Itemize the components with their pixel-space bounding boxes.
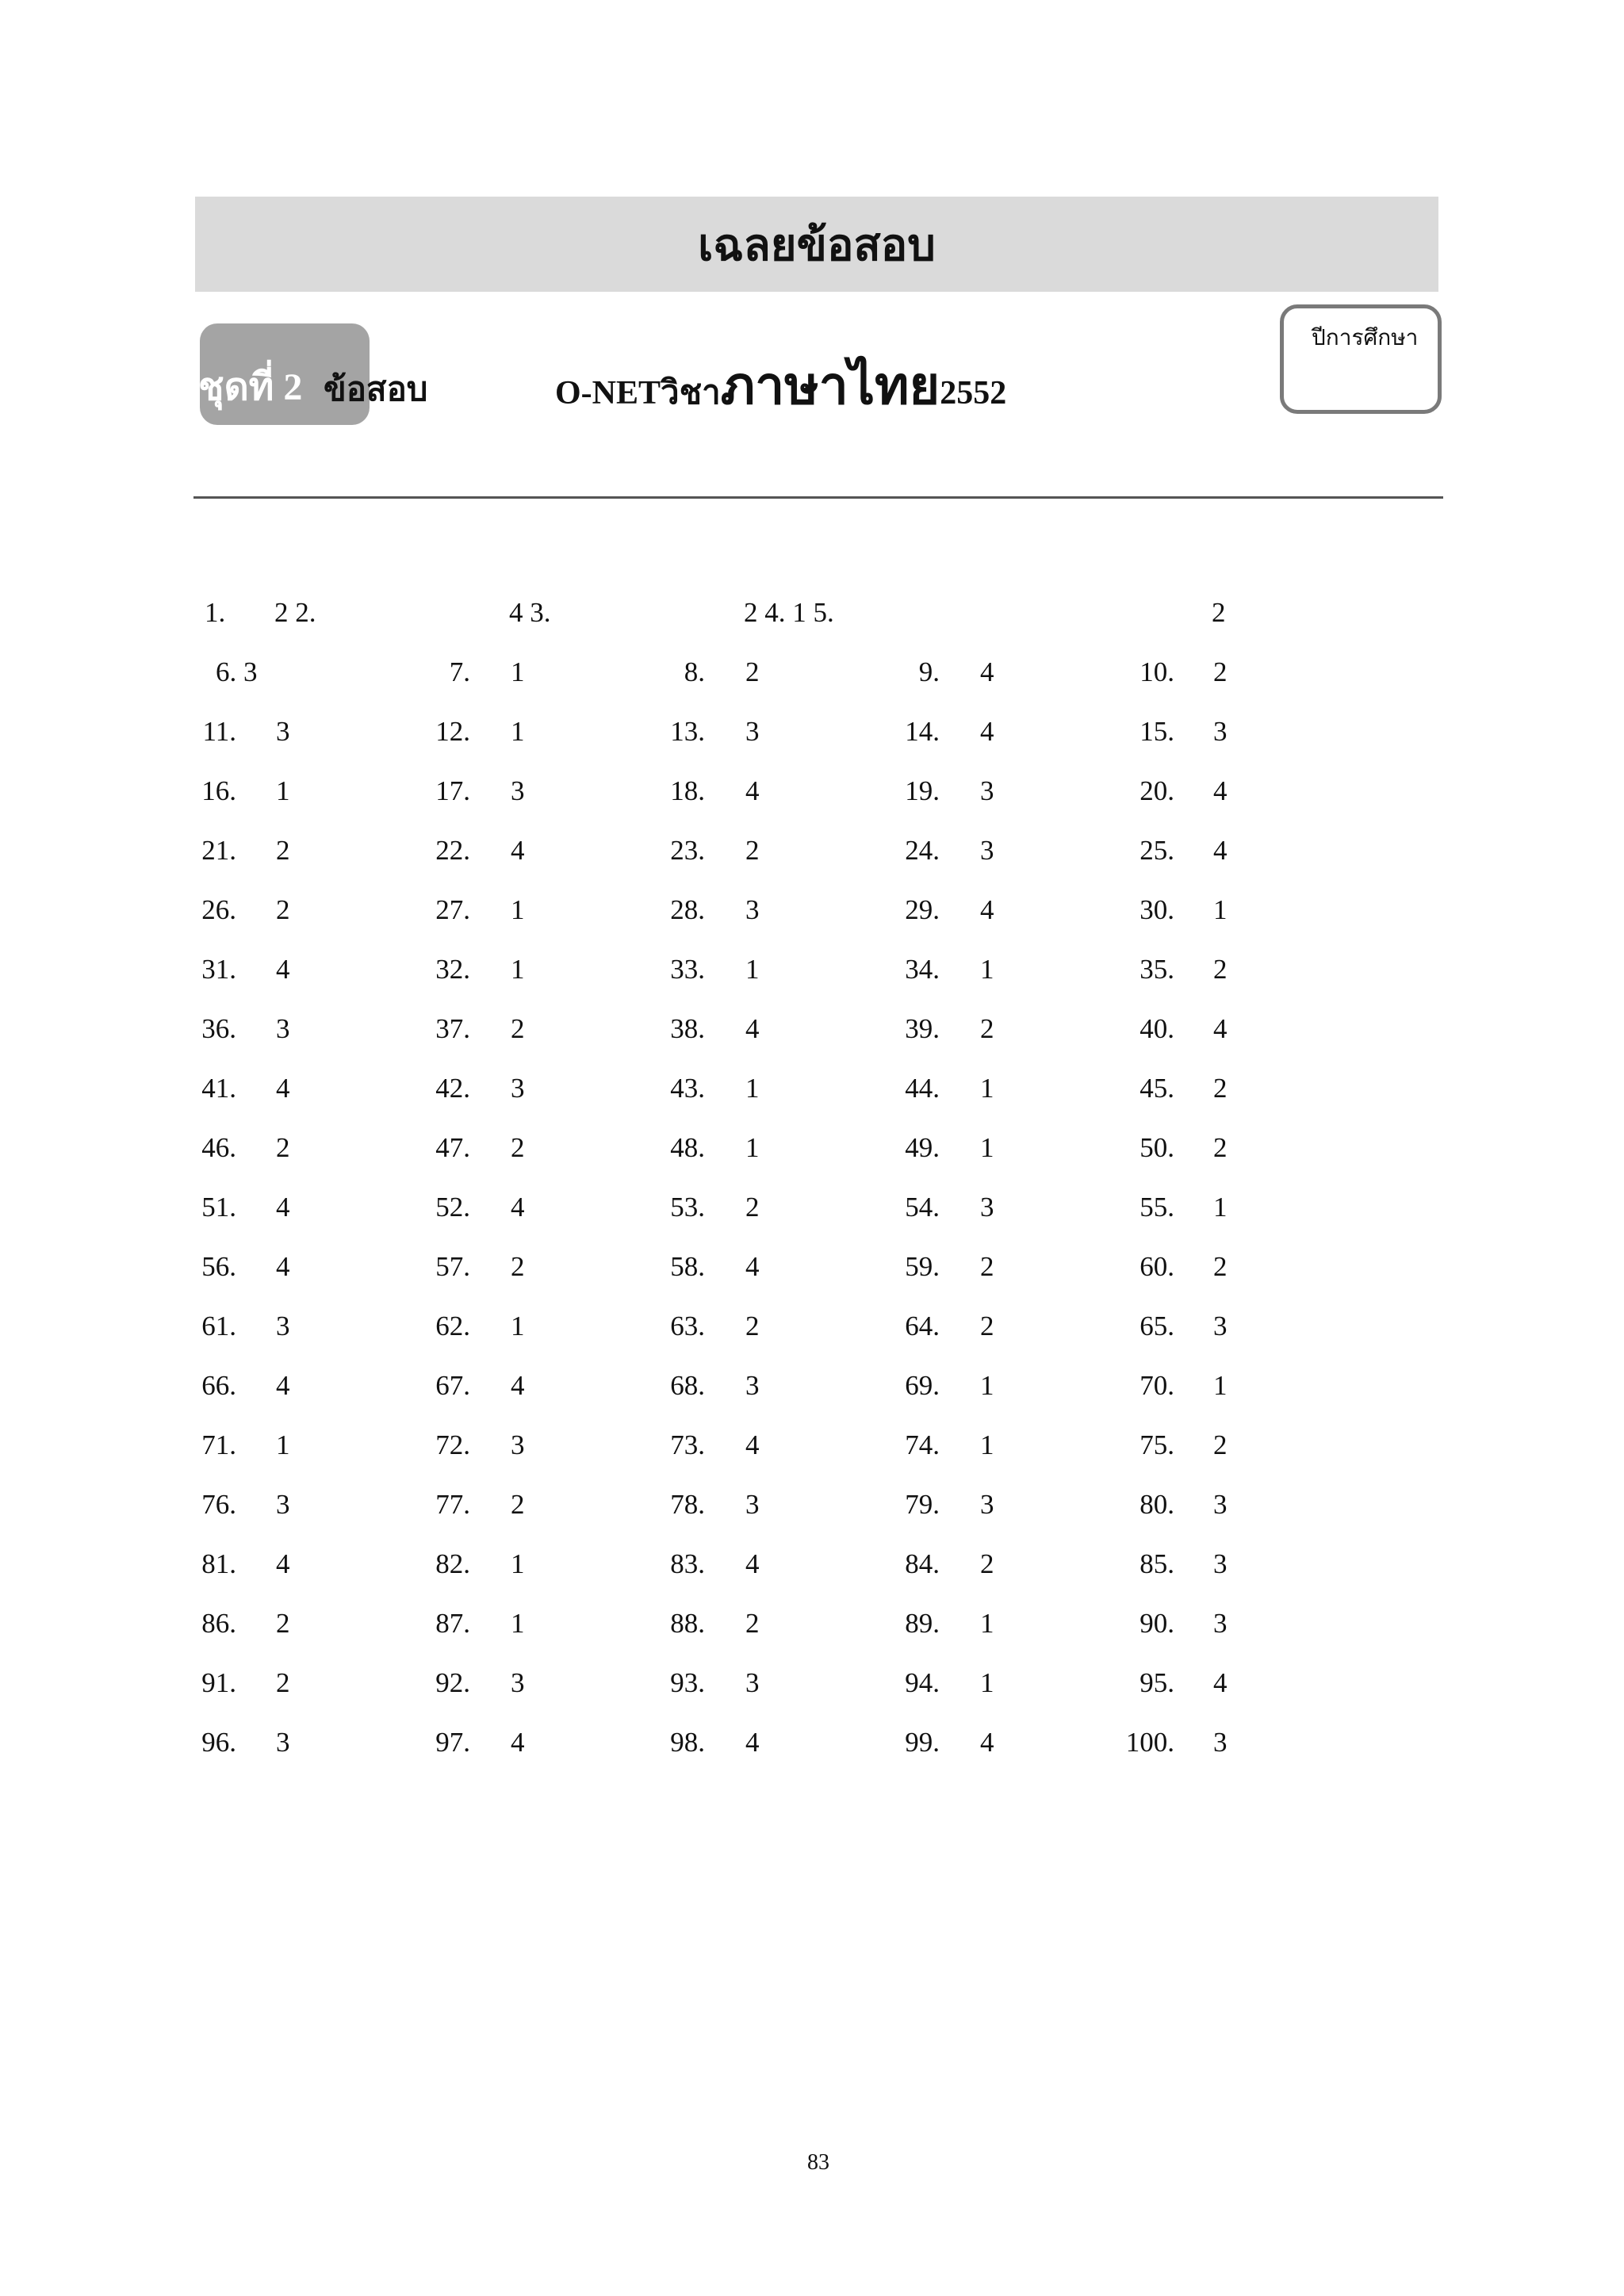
question-number: 88.: [670, 1608, 705, 1639]
question-number: 47.: [435, 1132, 470, 1163]
answer-value: 3: [745, 1489, 760, 1520]
answer-value: 3: [1213, 1608, 1228, 1639]
answer-value: 1: [980, 1429, 994, 1460]
question-number: 79.: [905, 1489, 940, 1520]
question-number: 51.: [201, 1192, 236, 1223]
question-number: 64.: [905, 1311, 940, 1341]
answer-value: 1: [511, 1311, 525, 1341]
question-number: 89.: [905, 1608, 940, 1639]
answer-value: 3: [1213, 1548, 1228, 1579]
answer-value: 1: [511, 1548, 525, 1579]
question-number: 100.: [1125, 1727, 1174, 1758]
answer-value: 4: [1213, 1013, 1228, 1044]
answer-value: 1: [980, 1132, 994, 1163]
question-number: 11.: [202, 716, 236, 747]
row1-text-5: 2: [1212, 597, 1226, 628]
answer-value: 2: [511, 1489, 525, 1520]
answer-value: 1: [745, 954, 760, 985]
answer-value: 4: [511, 1727, 525, 1758]
question-number: 58.: [670, 1251, 705, 1282]
question-number: 17.: [435, 775, 470, 806]
answer-value: 1: [276, 775, 290, 806]
question-number: 86.: [201, 1608, 236, 1639]
set-label: ชุดที่ 2: [198, 366, 303, 408]
answer-value: 3: [511, 1073, 525, 1104]
answer-value: 3: [1213, 1311, 1228, 1341]
question-number: 99.: [905, 1727, 940, 1758]
answer-value: 4: [980, 716, 994, 747]
question-number: 29.: [905, 894, 940, 925]
question-number: 14.: [905, 716, 940, 747]
question-number: 66.: [201, 1370, 236, 1401]
answer-value: 3: [276, 1311, 290, 1341]
exam-title-year: 2552: [940, 375, 1007, 411]
question-number: 49.: [905, 1132, 940, 1163]
answer-value: 4: [745, 1251, 760, 1282]
question-number: 62.: [435, 1311, 470, 1341]
question-number: 27.: [435, 894, 470, 925]
answer-value: 1: [511, 1608, 525, 1639]
answer-value: 1: [980, 1608, 994, 1639]
answer-value: 2: [511, 1132, 525, 1163]
answer-value: 1: [980, 1073, 994, 1104]
answer-value: 4: [276, 954, 290, 985]
answer-value: 4: [745, 775, 760, 806]
answer-value: 3: [276, 716, 290, 747]
answer-value: 1: [1213, 1192, 1228, 1223]
question-number: 16.: [201, 775, 236, 806]
answer-value: 1: [511, 656, 525, 687]
answer-value: 4: [276, 1251, 290, 1282]
question-number: 56.: [201, 1251, 236, 1282]
question-number: 12.: [435, 716, 470, 747]
row1-text-2: 2 2.: [274, 597, 316, 628]
answer-value: 1: [745, 1073, 760, 1104]
answer-value: 3: [1213, 716, 1228, 747]
answer-value: 2: [980, 1548, 994, 1579]
exam-title-subject: ภาษาไทย: [720, 358, 940, 415]
question-number: 52.: [435, 1192, 470, 1223]
answer-value: 2: [511, 1013, 525, 1044]
answer-value: 4: [276, 1370, 290, 1401]
question-number: 74.: [905, 1429, 940, 1460]
answer-value: 3: [980, 775, 994, 806]
question-number: 35.: [1139, 954, 1174, 985]
question-number: 77.: [435, 1489, 470, 1520]
question-number: 83.: [670, 1548, 705, 1579]
question-number: 22.: [435, 835, 470, 866]
question-number: 96.: [201, 1727, 236, 1758]
answer-value: 2: [980, 1311, 994, 1341]
question-number: 44.: [905, 1073, 940, 1104]
question-number: 73.: [670, 1429, 705, 1460]
question-number: 21.: [201, 835, 236, 866]
question-number: 38.: [670, 1013, 705, 1044]
question-number: 93.: [670, 1667, 705, 1698]
answer-value: 2: [276, 1132, 290, 1163]
question-number: 81.: [201, 1548, 236, 1579]
answer-value: 4: [980, 894, 994, 925]
question-number: 91.: [201, 1667, 236, 1698]
question-number: 46.: [201, 1132, 236, 1163]
answer-value: 1: [745, 1132, 760, 1163]
question-number: 23.: [670, 835, 705, 866]
question-number: 60.: [1139, 1251, 1174, 1282]
question-number: 90.: [1139, 1608, 1174, 1639]
question-number: 34.: [905, 954, 940, 985]
question-number: 28.: [670, 894, 705, 925]
answer-value: 3: [276, 1489, 290, 1520]
answer-value: 1: [1213, 894, 1228, 925]
answer-value: 4: [276, 1548, 290, 1579]
question-number: 80.: [1139, 1489, 1174, 1520]
answer-value: 2: [980, 1251, 994, 1282]
question-number: 30.: [1139, 894, 1174, 925]
answer-value: 2: [980, 1013, 994, 1044]
answer-value: 2: [745, 1311, 760, 1341]
question-number: 19.: [905, 775, 940, 806]
question-number: 20.: [1139, 775, 1174, 806]
row1-text-1: 1.: [205, 597, 226, 628]
answer-value: 3: [980, 1489, 994, 1520]
answer-value: 4: [980, 1727, 994, 1758]
answer-value: 4: [276, 1073, 290, 1104]
question-number: 18.: [670, 775, 705, 806]
answer-value: 2: [1213, 656, 1228, 687]
question-number: 75.: [1139, 1429, 1174, 1460]
question-number: 33.: [670, 954, 705, 985]
answer-value: 2: [745, 656, 760, 687]
answer-value: 2: [1213, 1073, 1228, 1104]
year-box-label: ปีการศึกษา: [1312, 324, 1419, 350]
question-number: 85.: [1139, 1548, 1174, 1579]
question-number: 78.: [670, 1489, 705, 1520]
answer-value: 3: [745, 1370, 760, 1401]
question-number: 25.: [1139, 835, 1174, 866]
page-title: เฉลยข้อสอบ: [698, 219, 936, 271]
question-number: 45.: [1139, 1073, 1174, 1104]
question-number: 53.: [670, 1192, 705, 1223]
answer-value: 4: [745, 1727, 760, 1758]
question-number: 15.: [1139, 716, 1174, 747]
question-number: 42.: [435, 1073, 470, 1104]
answer-value: 2: [1213, 1132, 1228, 1163]
question-number: 40.: [1139, 1013, 1174, 1044]
answer-value: 4: [511, 835, 525, 866]
question-number: 76.: [201, 1489, 236, 1520]
question-number: 57.: [435, 1251, 470, 1282]
question-number: 95.: [1139, 1667, 1174, 1698]
question-number: 10.: [1139, 656, 1174, 687]
question-number: 87.: [435, 1608, 470, 1639]
question-number: 9.: [918, 656, 940, 687]
answer-value: 3: [980, 1192, 994, 1223]
question-number: 26.: [201, 894, 236, 925]
answer-value: 1: [980, 1667, 994, 1698]
answer-value: 2: [511, 1251, 525, 1282]
header-divider: [193, 496, 1443, 499]
answer-value: 3: [745, 894, 760, 925]
question-number: 61.: [201, 1311, 236, 1341]
answer-value: 2: [745, 1192, 760, 1223]
page-number: 83: [807, 2150, 829, 2175]
answer-value: 4: [980, 656, 994, 687]
question-number: 55.: [1139, 1192, 1174, 1223]
exam-title: [555, 344, 1006, 427]
answer-value: 4: [511, 1192, 525, 1223]
answer-value: 4: [1213, 1667, 1228, 1698]
answer-value: 3: [511, 775, 525, 806]
question-number: 82.: [435, 1548, 470, 1579]
answer-value: 1: [511, 954, 525, 985]
answer-value: 2: [1213, 954, 1228, 985]
answer-value: 1: [980, 1370, 994, 1401]
question-number: 50.: [1139, 1132, 1174, 1163]
answer-value: 2: [745, 835, 760, 866]
question-number: 69.: [905, 1370, 940, 1401]
answer-value: 3: [745, 716, 760, 747]
question-number: 31.: [201, 954, 236, 985]
answer-value: 2: [276, 1667, 290, 1698]
question-number: 54.: [905, 1192, 940, 1223]
answer-value: 3: [1213, 1489, 1228, 1520]
question-number: 48.: [670, 1132, 705, 1163]
answer-value: 1: [1213, 1370, 1228, 1401]
question-number: 68.: [670, 1370, 705, 1401]
question-number: 92.: [435, 1667, 470, 1698]
answer-value: 3: [511, 1429, 525, 1460]
answer-value: 4: [745, 1548, 760, 1579]
answer-value: 2: [276, 1608, 290, 1639]
question-number: 98.: [670, 1727, 705, 1758]
answer-value: 1: [511, 894, 525, 925]
exam-title-prefix: O-NETวิชา: [555, 375, 721, 411]
answer-value: 4: [1213, 775, 1228, 806]
answer-value: 3: [511, 1667, 525, 1698]
answer-value: 3: [980, 835, 994, 866]
answer-value: 3: [276, 1013, 290, 1044]
question-number: 13.: [670, 716, 705, 747]
answer-value: 3: [745, 1667, 760, 1698]
question-number: 97.: [435, 1727, 470, 1758]
question-number: 71.: [201, 1429, 236, 1460]
question-number: 65.: [1139, 1311, 1174, 1341]
question-number: 94.: [905, 1667, 940, 1698]
question-number: 24.: [905, 835, 940, 866]
answer-value: 1: [276, 1429, 290, 1460]
row1-text-3: 4 3.: [509, 597, 551, 628]
answer-value: 2: [1213, 1251, 1228, 1282]
set-suffix: ข้อสอบ: [324, 372, 428, 408]
answer-value: 2: [1213, 1429, 1228, 1460]
answer-value: 4: [1213, 835, 1228, 866]
answer-value: 3: [1213, 1727, 1228, 1758]
title-banner: [195, 197, 1438, 292]
answer-value: 1: [511, 716, 525, 747]
answer-value: 4: [745, 1429, 760, 1460]
question-number: 70.: [1139, 1370, 1174, 1401]
answer-value: 4: [511, 1370, 525, 1401]
row1-text-4: 2 4. 1 5.: [744, 597, 834, 628]
question-number: 84.: [905, 1548, 940, 1579]
question-number: 39.: [905, 1013, 940, 1044]
answer-value: 1: [980, 954, 994, 985]
row2-first: 6. 3: [216, 656, 258, 687]
question-number: 72.: [435, 1429, 470, 1460]
question-number: 36.: [201, 1013, 236, 1044]
answer-value: 2: [276, 835, 290, 866]
question-number: 59.: [905, 1251, 940, 1282]
question-number: 63.: [670, 1311, 705, 1341]
answer-value: 4: [745, 1013, 760, 1044]
answer-value: 3: [276, 1727, 290, 1758]
question-number: 7.: [449, 656, 470, 687]
question-number: 43.: [670, 1073, 705, 1104]
answer-value: 2: [276, 894, 290, 925]
question-number: 41.: [201, 1073, 236, 1104]
question-number: 67.: [435, 1370, 470, 1401]
answer-value: 2: [745, 1608, 760, 1639]
question-number: 37.: [435, 1013, 470, 1044]
question-number: 32.: [435, 954, 470, 985]
answer-value: 4: [276, 1192, 290, 1223]
question-number: 8.: [684, 656, 705, 687]
